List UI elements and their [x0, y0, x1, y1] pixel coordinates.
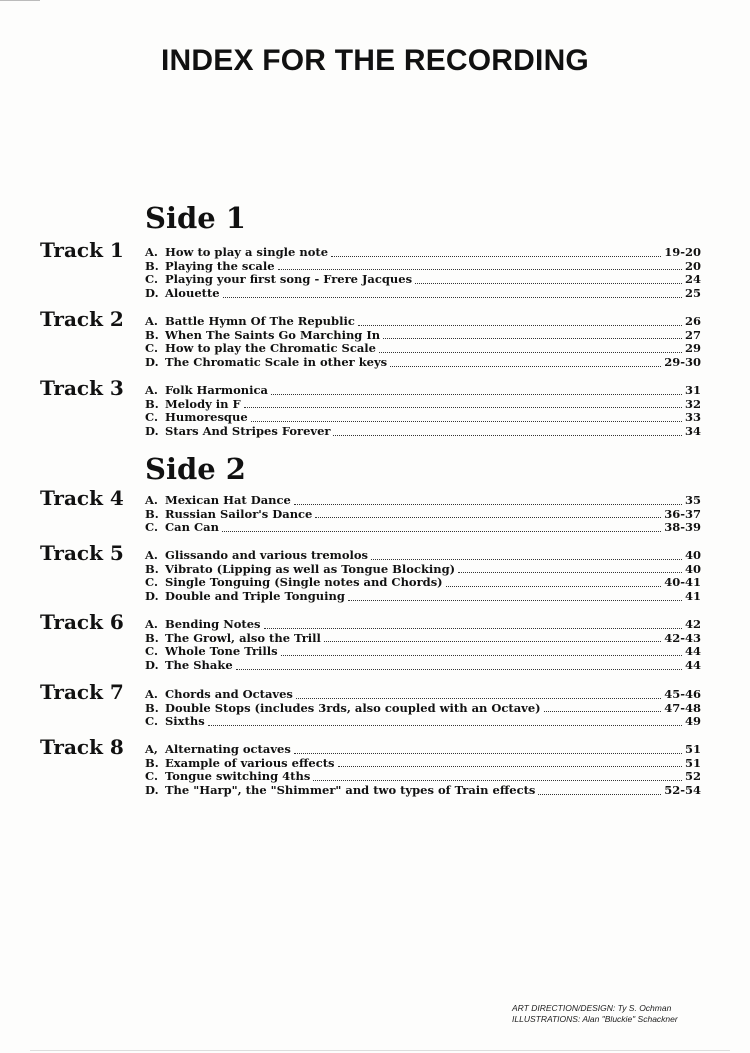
track-label-5: Track 5: [40, 541, 124, 565]
entry-title: Vibrato (Lipping as well as Tongue Blocking): [165, 561, 456, 576]
entry-title: The Shake: [165, 658, 233, 673]
track-label-6: Track 6: [40, 610, 124, 634]
dot-leader: [208, 725, 682, 726]
dot-leader: [281, 655, 682, 656]
entry-letter: B.: [145, 700, 159, 715]
dot-leader: [333, 435, 682, 436]
dot-leader: [331, 256, 661, 257]
entry-title: Example of various effects: [165, 755, 335, 770]
index-entry: [145, 618, 701, 632]
entry-title: Melody in F: [165, 396, 241, 411]
track-label-1: Track 1: [40, 238, 124, 262]
entry-letter: B.: [145, 396, 159, 411]
track-entries-3: [145, 384, 701, 439]
dot-leader: [324, 641, 661, 642]
dot-leader: [315, 517, 661, 518]
index-entry: [145, 563, 701, 577]
entry-letter: C.: [145, 769, 158, 784]
entry-letter: B.: [145, 258, 159, 273]
dot-leader: [379, 352, 682, 353]
track-entries-4: [145, 494, 701, 535]
dot-leader: [338, 766, 682, 767]
dot-leader: [544, 711, 662, 712]
dot-leader: [236, 669, 682, 670]
entry-letter: A.: [145, 493, 158, 507]
entry-title: How to play a single note: [165, 245, 329, 259]
dot-leader: [458, 572, 682, 573]
entry-title: Sixths: [165, 714, 205, 729]
credits: [512, 1003, 678, 1025]
entry-letter: A.: [145, 687, 158, 701]
entry-title: Playing your first song - Frere Jacques: [165, 272, 413, 287]
entry-page-number: 44: [684, 644, 701, 659]
entry-title: Chords and Octaves: [165, 687, 293, 701]
entry-title: Alternating octaves: [165, 742, 291, 756]
index-entry: [145, 329, 701, 343]
entry-page-number: 26: [684, 314, 701, 328]
dot-leader: [538, 794, 661, 795]
index-entry: [145, 425, 701, 439]
entry-letter: D.: [145, 783, 159, 798]
entry-page-number: 41: [684, 589, 701, 604]
dot-leader: [222, 531, 661, 532]
entry-title: Can Can: [165, 520, 219, 535]
index-entry: [145, 494, 701, 508]
entry-letter: C.: [145, 575, 158, 590]
entry-letter: B.: [145, 327, 159, 342]
track-entries-5: [145, 549, 701, 604]
dot-leader: [446, 586, 662, 587]
entry-title: Humoresque: [165, 410, 248, 425]
entry-title: Double and Triple Tonguing: [165, 589, 345, 604]
entry-page-number: 40: [684, 561, 701, 576]
entry-title: Battle Hymn Of The Republic: [165, 314, 355, 328]
index-entry: [145, 715, 701, 729]
entry-title: Folk Harmonica: [165, 383, 268, 397]
entry-title: How to play the Chromatic Scale: [165, 341, 376, 356]
entry-page-number: 33: [684, 410, 701, 425]
index-entry: [145, 659, 701, 673]
entry-letter: A.: [145, 383, 158, 397]
index-entry: [145, 521, 701, 535]
entry-letter: D.: [145, 286, 159, 301]
entry-letter: B.: [145, 506, 159, 521]
track-label-4: Track 4: [40, 486, 124, 510]
entry-page-number: 42-43: [664, 630, 701, 645]
entry-title: Stars And Stripes Forever: [165, 424, 331, 439]
entry-letter: A.: [145, 314, 158, 328]
index-entry: [145, 688, 701, 702]
entry-title: When The Saints Go Marching In: [165, 327, 381, 342]
entry-page-number: 34: [684, 424, 701, 439]
dot-leader: [278, 269, 682, 270]
index-entry: [145, 260, 701, 274]
entry-page-number: 29: [684, 341, 701, 356]
index-entry: [145, 411, 701, 425]
entry-letter: C.: [145, 410, 158, 425]
entry-letter: C.: [145, 341, 158, 356]
entry-letter: B.: [145, 561, 159, 576]
entry-page-number: 32: [684, 396, 701, 411]
dot-leader: [271, 394, 682, 395]
index-entry: [145, 784, 701, 798]
dot-leader: [294, 753, 682, 754]
track-entries-8: [145, 743, 701, 798]
entry-page-number: 29-30: [664, 355, 701, 370]
entry-title: The Growl, also the Trill: [165, 630, 321, 645]
index-entry: [145, 770, 701, 784]
dot-leader: [313, 780, 682, 781]
entry-letter: C.: [145, 272, 158, 287]
entry-title: Single Tonguing (Single notes and Chords): [165, 575, 443, 590]
entry-page-number: 40: [684, 548, 701, 562]
entry-page-number: 35: [684, 493, 701, 507]
entry-page-number: 51: [684, 742, 701, 756]
dot-leader: [244, 407, 682, 408]
track-label-7: Track 7: [40, 680, 124, 704]
entry-title: Bending Notes: [165, 617, 261, 631]
top-edge-mark: [0, 0, 40, 1]
entry-page-number: 38-39: [664, 520, 701, 535]
index-entry: [145, 246, 701, 260]
entry-title: Whole Tone Trills: [165, 644, 278, 659]
index-entry: [145, 645, 701, 659]
entry-page-number: 40-41: [664, 575, 701, 590]
credits-design-line: ART DIRECTION/DESIGN: Ty S. Ochman: [512, 1003, 672, 1013]
dot-leader: [358, 325, 682, 326]
entry-page-number: 27: [684, 327, 701, 342]
entry-letter: A.: [145, 548, 158, 562]
dot-leader: [383, 338, 682, 339]
entry-letter: C.: [145, 644, 158, 659]
index-entry: [145, 590, 701, 604]
entry-title: Alouette: [165, 286, 220, 301]
entry-title: Russian Sailor's Dance: [165, 506, 313, 521]
entry-page-number: 47-48: [664, 700, 701, 715]
entry-letter: A.: [145, 617, 158, 631]
side-heading-2: Side 2: [145, 452, 246, 486]
entry-page-number: 42: [684, 617, 701, 631]
dot-leader: [371, 559, 682, 560]
index-entry: [145, 384, 701, 398]
entry-letter: D.: [145, 424, 159, 439]
entry-page-number: 20: [684, 258, 701, 273]
entry-letter: B.: [145, 630, 159, 645]
index-entry: [145, 398, 701, 412]
dot-leader: [296, 698, 661, 699]
dot-leader: [223, 297, 682, 298]
index-entry: [145, 315, 701, 329]
entry-page-number: 25: [684, 286, 701, 301]
entry-page-number: 45-46: [664, 687, 701, 701]
entry-page-number: 49: [684, 714, 701, 729]
entry-title: Glissando and various tremolos: [165, 548, 369, 562]
index-entry: [145, 576, 701, 590]
entry-page-number: 31: [684, 383, 701, 397]
index-entry: [145, 632, 701, 646]
entry-page-number: 44: [684, 658, 701, 673]
track-label-3: Track 3: [40, 376, 124, 400]
index-entry: [145, 743, 701, 757]
track-entries-2: [145, 315, 701, 370]
index-entry: [145, 702, 701, 716]
entry-title: Mexican Hat Dance: [165, 493, 291, 507]
entry-letter: C.: [145, 520, 158, 535]
index-entry: [145, 287, 701, 301]
entry-title: Double Stops (includes 3rds, also coupled with an Octave): [165, 700, 541, 715]
entry-letter: D.: [145, 355, 159, 370]
entry-page-number: 52: [684, 769, 701, 784]
entry-letter: B.: [145, 755, 159, 770]
index-entry: [145, 508, 701, 522]
index-entry: [145, 549, 701, 563]
entry-letter: A.: [145, 245, 158, 259]
dot-leader: [390, 366, 661, 367]
index-entry: [145, 342, 701, 356]
entry-title: Playing the scale: [165, 258, 275, 273]
dot-leader: [294, 504, 682, 505]
credits-illustrations-line: ILLUSTRATIONS: Alan "Bluckie" Schackner: [512, 1014, 678, 1024]
entry-page-number: 52-54: [664, 783, 701, 798]
entry-page-number: 36-37: [664, 506, 701, 521]
entry-page-number: 24: [684, 272, 701, 287]
entry-letter: D.: [145, 589, 159, 604]
entry-page-number: 19-20: [664, 245, 701, 259]
track-label-8: Track 8: [40, 735, 124, 759]
bottom-edge-mark: [30, 1050, 730, 1051]
index-entry: [145, 273, 701, 287]
dot-leader: [348, 600, 682, 601]
dot-leader: [264, 628, 682, 629]
track-label-2: Track 2: [40, 307, 124, 331]
side-heading-1: Side 1: [145, 201, 246, 235]
entry-page-number: 51: [684, 755, 701, 770]
entry-title: The Chromatic Scale in other keys: [165, 355, 388, 370]
page-title: INDEX FOR THE RECORDING: [161, 44, 589, 77]
entry-title: Tongue switching 4ths: [165, 769, 311, 784]
index-entry: [145, 757, 701, 771]
entry-letter: D.: [145, 658, 159, 673]
track-entries-7: [145, 688, 701, 729]
entry-letter: A,: [145, 742, 158, 756]
dot-leader: [415, 283, 682, 284]
track-entries-1: [145, 246, 701, 301]
entry-title: The "Harp", the "Shimmer" and two types of Train effects: [165, 783, 536, 798]
index-entry: [145, 356, 701, 370]
track-entries-6: [145, 618, 701, 673]
dot-leader: [251, 421, 682, 422]
entry-letter: C.: [145, 714, 158, 729]
